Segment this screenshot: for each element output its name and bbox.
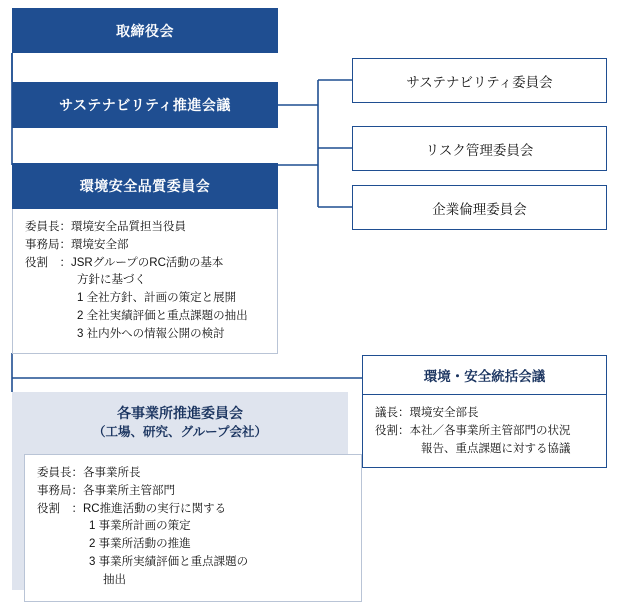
node-risk-committee[interactable]	[352, 126, 607, 171]
node-promotion-meeting[interactable]	[12, 82, 278, 128]
detail-continuation: 方針に基づく	[77, 274, 146, 287]
detail-item: 2 全社実績評価と重点課題の抽出	[77, 310, 248, 323]
node-env-safety-control[interactable]	[362, 355, 607, 395]
node-env-safety-quality-label: 環境安全品質委員会	[79, 178, 211, 194]
detail-item: 1 全社方針、計画の策定と展開	[77, 292, 237, 305]
node-ethics-committee[interactable]	[352, 185, 607, 230]
detail-row: 役割 ： 本社／各事業所主管部門の状況	[375, 424, 571, 437]
detail-item: 3 社内外への情報公開の検討	[77, 327, 225, 340]
node-env-safety-control-label: 環境・安全統括会議	[423, 369, 546, 384]
detail-item: 3 事業所実績評価と重点課題の	[89, 556, 249, 569]
detail-item: 1 事業所計画の策定	[89, 520, 191, 533]
node-board-label: 取締役会	[116, 22, 174, 39]
detail-continuation: 報告、重点課題に対する協議	[421, 442, 571, 455]
detail-item: 2 事業所活動の推進	[89, 538, 191, 551]
detail-site-promotion	[24, 454, 362, 602]
detail-row: 事務局 ： 各事業所主管部門	[37, 484, 175, 497]
node-risk-committee-label: リスク管理委員会	[425, 142, 534, 158]
panel-site-promotion-subtitle: （工場、研究、グループ会社）	[92, 424, 267, 439]
detail-row: 議長 ： 環境安全部長	[375, 407, 479, 419]
detail-row: 委員長 ： 各事業所長	[37, 467, 141, 479]
detail-row: 役割 ： RC推進活動の実行に関する	[37, 502, 227, 515]
node-env-safety-quality[interactable]	[12, 163, 278, 209]
detail-row: 委員長 ： 環境安全品質担当役員	[25, 221, 186, 233]
detail-env-safety-control	[362, 395, 607, 468]
node-ethics-committee-label: 企業倫理委員会	[432, 201, 527, 217]
detail-row: 役割 ： JSRグループのRC活動の基本	[25, 256, 224, 269]
detail-item-continuation: 抽出	[103, 573, 126, 586]
node-board[interactable]	[12, 8, 278, 53]
panel-site-promotion-title: 各事業所推進委員会	[117, 405, 243, 421]
panel-site-promotion	[12, 392, 348, 590]
detail-row: 事務局 ： 環境安全部	[25, 238, 129, 251]
node-sustainability-committee[interactable]	[352, 58, 607, 103]
node-sustainability-committee-label: サステナビリティ委員会	[406, 74, 553, 90]
node-promotion-meeting-label: サステナビリティ推進会議	[59, 97, 231, 113]
detail-env-safety-quality	[12, 209, 278, 354]
